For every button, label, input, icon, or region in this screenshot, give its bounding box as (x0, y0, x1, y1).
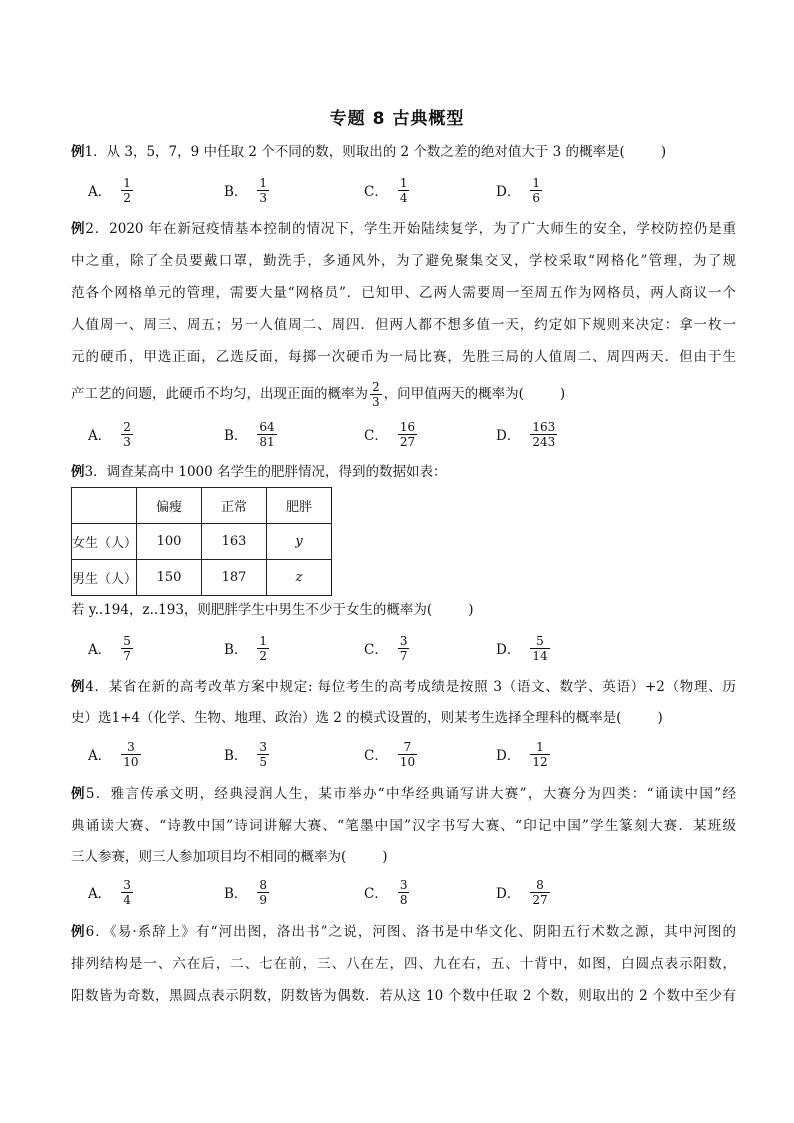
option-c: C． $\frac{1}{4}$ (364, 175, 408, 205)
option-a: A． $\frac{3}{10}$ (88, 739, 139, 769)
table-cell: 150 (137, 560, 202, 596)
ex1-options (88, 170, 728, 210)
option-d: D． $\frac{1}{6}$ (496, 175, 540, 205)
option-c: C． $\frac{16}{27}$ (364, 419, 416, 449)
ex2-line2: 中之重，除了全员要戴口罩，勤洗手，多通风外，为了避免聚集交叉，学校采取“网格化”管理，为了规 (71, 253, 736, 269)
table-cell: 男生（人） (72, 560, 137, 596)
option-b: B． $\frac{1}{3}$ (224, 175, 268, 205)
ex4-line2: 史）选1+4（化学、生物、地理、政治）选 2 的模式设置的，则某考生选择全理科的概率是( ) (71, 710, 663, 726)
ex2-line1: 例2．2020 年在新冠疫情基本控制的情况下，学生开始陆续复学，为了广大师生的安全，学校防控仍是重 (71, 221, 736, 237)
ex6-line3: 阳数皆为奇数，黑圆点表示阴数，阴数皆为偶数．若从这 10 个数中任取 2 个数，则取出的 2 个数中至少有 (71, 988, 736, 1004)
ex4-line1: 例4．某省在新的高考改革方案中规定: 每位考生的高考成绩是按照 3（语文、数学、英语）+2（物理、历 (71, 679, 736, 695)
obesity-table (71, 487, 332, 596)
option-c: C． $\frac{3}{7}$ (364, 633, 408, 663)
example-tag: 例 (71, 144, 85, 160)
ex5-line2: 典诵读大赛、“诗教中国”诗词讲解大赛、“笔墨中国”汉字书写大赛、“印记中国”学生篆刻大赛．某班级 (71, 818, 736, 834)
option-d: D． $\frac{1}{12}$ (496, 739, 548, 769)
ex6-line2: 排列结构是一、六在后，二、七在前，三、八在左，四、九在右，五、十背中，如图，白圆点表示阳数， (71, 956, 736, 972)
ex1-question: 例1．从 3，5，7，9 中任取 2 个不同的数，则取出的 2 个数之差的绝对值大于 3 的概率是( ) (71, 144, 667, 160)
ex2-line3: 范各个网格单元的管理，需要大量“网格员”．已知甲、乙两人需要周一至周五作为网格员，两人商议一个 (71, 285, 736, 301)
option-b: B． $\frac{1}{2}$ (224, 633, 268, 663)
option-b: B． $\frac{8}{9}$ (224, 877, 268, 907)
option-d: D． $\frac{5}{14}$ (496, 633, 548, 663)
option-a: A． $\frac{1}{2}$ (88, 175, 131, 205)
table-header-cell: 肥胖 (267, 488, 332, 524)
ex5-options (88, 872, 728, 912)
option-b: B． $\frac{64}{81}$ (224, 419, 275, 449)
table-row (72, 560, 332, 596)
ex2-line4: 人值周一、周三、周五；另一人值周二、周四．但两人都不想多值一天，约定如下规则来决定：拿一枚一 (71, 317, 736, 333)
ex3-options (88, 628, 728, 668)
table-cell: 100 (137, 524, 202, 560)
table-cell: y (267, 524, 332, 560)
ex2-line6: 产工艺的问题，此硬币不均匀，出现正面的概率为 $\frac{2}{3}$ ，问甲值两天的概率为( ) (71, 379, 566, 409)
option-d: D． $\frac{8}{27}$ (496, 877, 548, 907)
ex6-line1: 例6．《易·系辞上》有“河出图，洛出书”之说，河图、洛书是中华文化、阴阳五行术数之源，其中河图的 (71, 924, 737, 940)
page-title: 专题 8 古典概型 (329, 109, 465, 129)
option-c: C． $\frac{3}{8}$ (364, 877, 408, 907)
option-a: A． $\frac{2}{3}$ (88, 419, 131, 449)
table-cell: 187 (202, 560, 267, 596)
table-header-cell (72, 488, 137, 524)
table-cell: z (267, 560, 332, 596)
option-b: B． $\frac{3}{5}$ (224, 739, 268, 769)
ex5-line1: 例5．雅言传承文明，经典浸润人生，某市举办“中华经典诵写讲大赛”，大赛分为四类：“诵读中国”经 (71, 786, 736, 802)
option-a: A． $\frac{5}{7}$ (88, 633, 131, 663)
ex2-line5: 元的硬币，甲选正面，乙选反面，每掷一次硬币为一局比赛，先胜三局的人值周二、周四两天．但由于生 (71, 349, 736, 365)
table-header-cell: 偏瘦 (137, 488, 202, 524)
table-row (72, 524, 332, 560)
table-header-row (72, 488, 332, 524)
option-c: C． $\frac{7}{10}$ (364, 739, 416, 769)
ex3-question: 例3．调查某高中 1000 名学生的肥胖情况，得到的数据如表： (71, 464, 447, 480)
table-cell: 163 (202, 524, 267, 560)
ex4-options (88, 734, 728, 774)
ex3-condition: 若 y..194，z..193，则肥胖学生中男生不少于女生的概率为( ) (71, 602, 474, 618)
table-cell: 女生（人） (72, 524, 137, 560)
ex2-options (88, 414, 728, 454)
option-a: A． $\frac{3}{4}$ (88, 877, 131, 907)
ex5-line3: 三人参赛，则三人参加项目均不相同的概率为( ) (71, 849, 388, 865)
option-d: D． $\frac{163}{243}$ (496, 419, 556, 449)
table-header-cell: 正常 (202, 488, 267, 524)
